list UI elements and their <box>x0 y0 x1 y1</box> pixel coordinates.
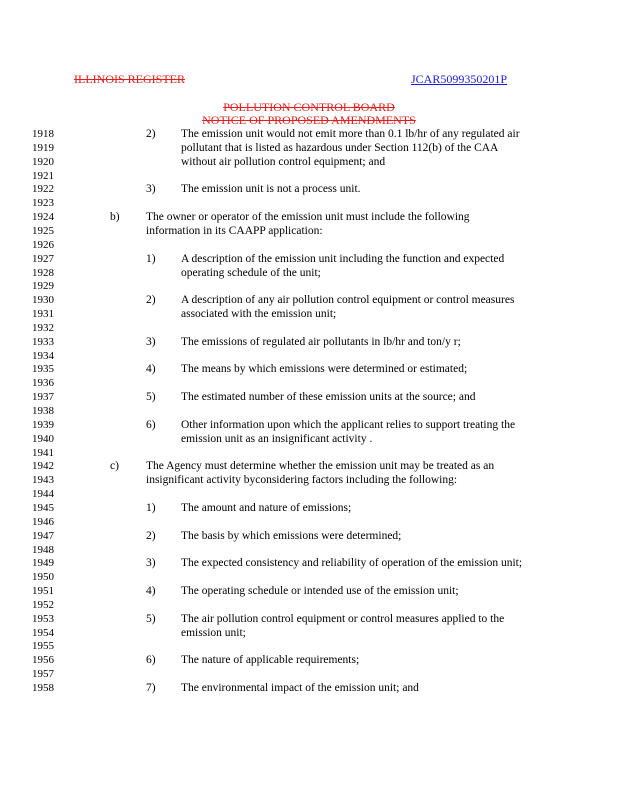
line-number: 1941 <box>32 446 54 459</box>
notice-title: NOTICE OF PROPOSED AMENDMENTS <box>202 113 416 127</box>
item-text-line: A description of any air pollution control equipment or control measures <box>181 294 515 307</box>
item-label: 7) <box>146 682 156 694</box>
line-number: 1919 <box>32 141 54 154</box>
item-label: 3) <box>146 183 156 196</box>
item-text-line: The estimated number of these emission units at the source; and <box>181 391 476 404</box>
line-number: 1946 <box>32 515 54 528</box>
line-number: 1924 <box>32 211 54 224</box>
item-text-line: The amount and nature of emissions; <box>181 501 352 514</box>
item-label: 2) <box>146 294 156 307</box>
line-number: 1950 <box>32 571 54 584</box>
item-text-line: without air pollution control equipment; and <box>181 155 386 168</box>
line-number: 1938 <box>32 405 54 417</box>
line-number: 1947 <box>32 529 54 542</box>
line-number: 1957 <box>32 668 54 681</box>
item-text-line: The environmental impact of the emission unit; and <box>181 682 419 694</box>
line-number: 1951 <box>32 585 54 598</box>
item-text-line: The emissions of regulated air pollutants in lb/hr and ton/y r; <box>181 335 461 348</box>
line-number: 1928 <box>32 266 54 279</box>
item-label: 1) <box>146 252 156 265</box>
item-text-line: The emission unit is not a process unit. <box>181 183 361 196</box>
line-number: 1927 <box>32 252 54 265</box>
line-number: 1955 <box>32 640 54 653</box>
item-text-line: emission unit; <box>181 626 246 639</box>
line-number: 1953 <box>32 612 54 625</box>
item-label: 6) <box>146 654 156 667</box>
line-number: 1954 <box>32 626 54 639</box>
item-text-line: A description of the emission unit including the function and expected <box>181 252 505 265</box>
item-text-line: The Agency must determine whether the emission unit may be treated as an <box>146 460 495 473</box>
line-number: 1934 <box>32 349 54 362</box>
item-label: 4) <box>146 585 156 598</box>
item-label: 5) <box>146 612 156 625</box>
line-number: 1925 <box>32 224 54 237</box>
item-text-line: The expected consistency and reliability of operation of the emission unit; <box>181 557 523 570</box>
item-text-line: The operating schedule or intended use of the emission unit; <box>181 585 459 598</box>
line-number: 1936 <box>32 377 54 390</box>
line-number: 1943 <box>32 474 54 487</box>
item-text-line: The emission unit would not emit more than 0.1 lb/hr of any regulated air <box>181 128 520 140</box>
item-label: 5) <box>146 391 156 404</box>
line-number: 1949 <box>32 557 54 570</box>
item-text-line: The nature of applicable requirements; <box>181 654 360 667</box>
line-number: 1933 <box>32 335 54 348</box>
item-text-line: The air pollution control equipment or control measures applied to the <box>181 612 505 625</box>
item-label: 3) <box>146 335 156 348</box>
line-number: 1940 <box>32 432 54 445</box>
line-number: 1931 <box>32 308 54 321</box>
line-number: 1942 <box>32 460 54 473</box>
line-number: 1922 <box>32 183 54 196</box>
line-number: 1921 <box>32 169 54 182</box>
item-text-line: insignificant activity byconsidering factors including the following: <box>146 474 458 487</box>
item-text-line: emission unit as an insignificant activity . <box>181 432 373 445</box>
line-number: 1920 <box>32 155 54 168</box>
line-number: 1956 <box>32 654 54 667</box>
jcar-link[interactable]: JCAR5099350201P <box>411 72 508 86</box>
item-text-line: The means by which emissions were determined or estimated; <box>181 363 468 376</box>
line-number: 1918 <box>32 128 54 140</box>
item-label: 2) <box>146 128 156 140</box>
item-text-line: operating schedule of the unit; <box>181 266 321 279</box>
board-title: POLLUTION CONTROL BOARD <box>223 100 395 114</box>
item-text-line: The owner or operator of the emission unit must include the following <box>146 211 470 224</box>
line-number: 1929 <box>32 280 54 293</box>
item-text-line: Other information upon which the applicant relies to support treating the <box>181 418 516 431</box>
line-number: 1958 <box>32 682 54 694</box>
register-header: ILLINOIS REGISTER <box>74 72 185 86</box>
item-text-line: pollutant that is listed as hazardous under Section 112(b) of the CAA <box>181 141 499 154</box>
line-number: 1932 <box>32 321 54 334</box>
item-label: 1) <box>146 501 156 514</box>
line-number: 1937 <box>32 391 54 404</box>
line-number: 1948 <box>32 543 54 556</box>
item-text-line: information in its CAAPP application: <box>146 224 323 237</box>
item-label: b) <box>110 211 120 224</box>
item-label: c) <box>110 460 119 473</box>
item-text-line: associated with the emission unit; <box>181 308 337 321</box>
line-number: 1923 <box>32 197 54 210</box>
line-number: 1939 <box>32 418 54 431</box>
item-label: 2) <box>146 529 156 542</box>
item-label: 6) <box>146 418 156 431</box>
line-number: 1935 <box>32 363 54 376</box>
line-number: 1944 <box>32 488 54 501</box>
item-label: 4) <box>146 363 156 376</box>
line-number: 1945 <box>32 501 54 514</box>
line-number: 1930 <box>32 294 54 307</box>
line-number: 1926 <box>32 238 54 251</box>
line-number: 1952 <box>32 598 54 611</box>
item-label: 3) <box>146 557 156 570</box>
item-text-line: The basis by which emissions were determined; <box>181 529 402 542</box>
